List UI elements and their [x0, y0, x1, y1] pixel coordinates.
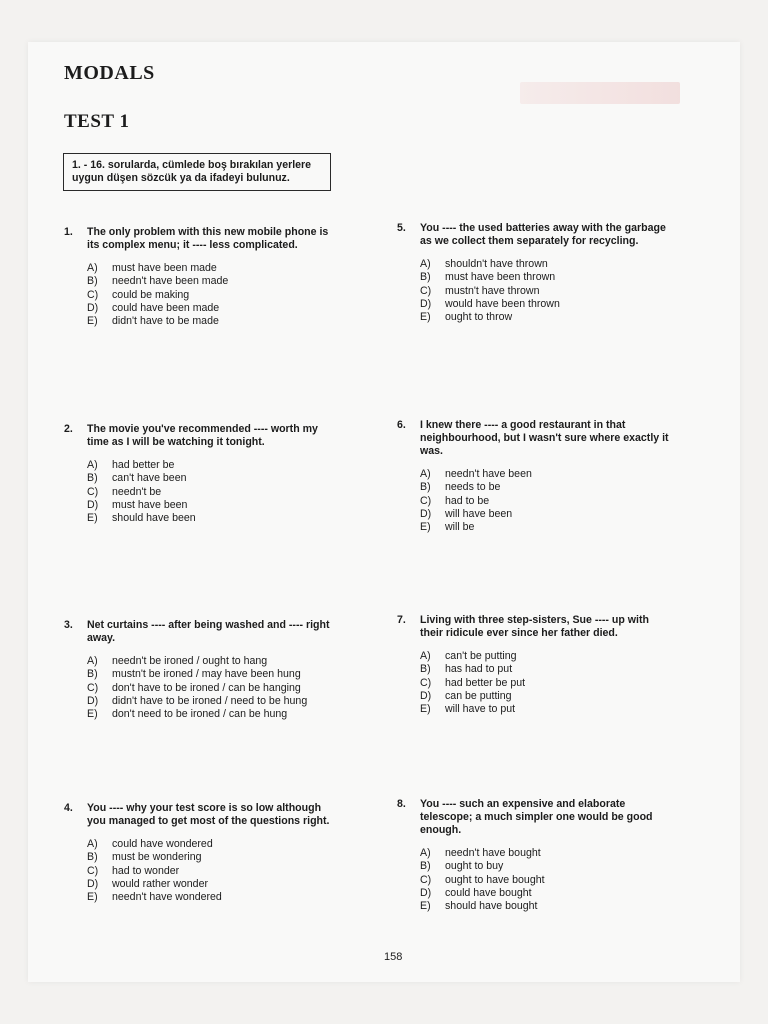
option-text: had to wonder [112, 864, 180, 877]
answer-option [64, 275, 336, 288]
option-text: mustn't have thrown [445, 284, 540, 297]
question-stem: You ---- why your test score is so low although you managed to get most of the questions right. [87, 802, 330, 827]
option-text: ought to buy [445, 860, 504, 873]
option-letter: E) [87, 512, 98, 525]
page-title: MODALS [64, 62, 155, 84]
option-text: will be [445, 521, 475, 534]
answer-option [397, 481, 669, 494]
bleed-through-shade [520, 82, 680, 104]
option-letter: B) [420, 663, 431, 676]
answer-option [64, 512, 336, 525]
question-8 [397, 798, 669, 913]
option-text: needn't have bought [445, 847, 541, 859]
question-1 [64, 226, 336, 328]
option-letter: C) [87, 485, 99, 498]
option-text: would have been thrown [445, 297, 560, 310]
question-stem: Net curtains ---- after being washed and ---- right away. [87, 619, 330, 644]
option-text: must have been thrown [445, 271, 556, 284]
question-stem: Living with three step-sisters, Sue ---- up with their ridicule ever since her father died. [420, 614, 649, 639]
option-text: needn't be ironed / ought to hang [112, 655, 268, 667]
option-text: didn't have to be ironed / need to be hung [112, 694, 308, 707]
question-stem: You ---- the used batteries away with the garbage as we collect them separately for recycling. [420, 222, 666, 247]
answer-option [397, 650, 669, 663]
question-6 [397, 419, 669, 534]
option-text: can't be putting [445, 650, 517, 662]
page-number: 158 [384, 951, 403, 963]
answer-option [64, 655, 336, 668]
answer-option [64, 682, 336, 695]
question-number: 7. [397, 614, 406, 626]
question-4 [64, 802, 336, 904]
option-text: ought to throw [445, 311, 513, 324]
answer-option [397, 521, 669, 534]
option-text: could have wondered [112, 838, 213, 850]
option-text: needn't have wondered [112, 891, 222, 904]
question-stem: The only problem with this new mobile phone is its complex menu; it ---- less complicated. [87, 226, 329, 251]
option-text: would rather wonder [112, 877, 208, 890]
answer-option [64, 289, 336, 302]
answer-option [397, 887, 669, 900]
option-list [397, 258, 669, 324]
answer-option [64, 486, 336, 499]
option-text: had better be [112, 459, 175, 471]
answer-option [397, 271, 669, 284]
answer-option [64, 838, 336, 851]
question-header [64, 802, 336, 828]
option-letter: C) [87, 864, 99, 877]
option-letter: A) [420, 847, 431, 859]
option-letter: A) [420, 258, 431, 270]
answer-option [64, 315, 336, 328]
option-letter: D) [87, 694, 99, 707]
option-letter: C) [420, 873, 432, 886]
answer-option [397, 677, 669, 690]
option-text: don't need to be ironed / can be hung [112, 708, 288, 721]
option-text: must have been [112, 498, 188, 511]
question-header [397, 614, 669, 640]
option-letter: E) [87, 708, 98, 721]
option-letter: A) [87, 262, 98, 274]
option-text: could have been made [112, 301, 220, 314]
answer-option [64, 865, 336, 878]
option-letter: D) [420, 507, 432, 520]
answer-option [397, 508, 669, 521]
option-text: will have been [445, 507, 513, 520]
option-letter: A) [420, 468, 431, 480]
question-stem: You ---- such an expensive and elaborate telescope; a much simpler one would be good enough. [420, 798, 653, 836]
option-letter: D) [87, 301, 99, 314]
question-2 [64, 423, 336, 525]
option-letter: A) [87, 459, 98, 471]
answer-option [397, 298, 669, 311]
question-header [397, 222, 669, 248]
question-number: 8. [397, 798, 406, 810]
option-letter: C) [87, 681, 99, 694]
option-letter: B) [420, 481, 431, 494]
answer-option [397, 703, 669, 716]
answer-option [64, 472, 336, 485]
answer-option [64, 302, 336, 315]
option-list [64, 262, 336, 328]
question-stem: I knew there ---- a good restaurant in that neighbourhood, but I wasn't sure where exactly it was. [420, 419, 669, 457]
option-text: should have been [112, 512, 196, 525]
option-text: needs to be [445, 481, 501, 494]
option-text: don't have to be ironed / can be hanging [112, 681, 301, 694]
question-header [397, 798, 669, 837]
option-text: will have to put [445, 703, 516, 716]
answer-option [64, 708, 336, 721]
answer-option [397, 847, 669, 860]
question-number: 6. [397, 419, 406, 431]
option-letter: B) [87, 851, 98, 864]
answer-option [64, 891, 336, 904]
answer-option [64, 695, 336, 708]
question-stem: The movie you've recommended ---- worth my time as I will be watching it tonight. [87, 423, 318, 448]
option-text: shouldn't have thrown [445, 258, 548, 270]
option-text: mustn't be ironed / may have been hung [112, 668, 301, 681]
answer-option [397, 258, 669, 271]
answer-option [397, 690, 669, 703]
question-number: 2. [64, 423, 73, 435]
option-letter: C) [87, 288, 99, 301]
option-text: had to be [445, 494, 490, 507]
option-text: should have bought [445, 900, 538, 913]
option-letter: A) [87, 655, 98, 667]
answer-option [64, 851, 336, 864]
answer-option [397, 860, 669, 873]
answer-option [397, 874, 669, 887]
answer-option [64, 499, 336, 512]
question-5 [397, 222, 669, 324]
option-letter: E) [420, 900, 431, 913]
option-letter: D) [87, 877, 99, 890]
question-3 [64, 619, 336, 721]
option-text: must have been made [112, 262, 217, 274]
option-text: could be making [112, 288, 190, 301]
option-text: didn't have to be made [112, 315, 219, 328]
question-number: 1. [64, 226, 73, 238]
option-list [397, 650, 669, 716]
question-header [64, 619, 336, 645]
option-text: can't have been [112, 472, 187, 485]
option-letter: B) [87, 472, 98, 485]
option-list [397, 847, 669, 913]
answer-option [397, 285, 669, 298]
answer-option [64, 878, 336, 891]
question-header [64, 226, 336, 252]
option-letter: E) [420, 703, 431, 716]
question-7 [397, 614, 669, 716]
answer-option [397, 468, 669, 481]
option-text: ought to have bought [445, 873, 545, 886]
option-letter: E) [87, 315, 98, 328]
option-text: has had to put [445, 663, 513, 676]
option-list [64, 459, 336, 525]
option-letter: E) [420, 311, 431, 324]
option-list [64, 838, 336, 904]
option-list [397, 468, 669, 534]
option-letter: D) [420, 886, 432, 899]
option-letter: C) [420, 284, 432, 297]
option-letter: B) [420, 271, 431, 284]
option-letter: B) [87, 275, 98, 288]
test-heading: TEST 1 [64, 111, 130, 132]
option-letter: E) [420, 521, 431, 534]
option-letter: C) [420, 676, 432, 689]
answer-option [64, 459, 336, 472]
option-letter: D) [420, 689, 432, 702]
question-header [64, 423, 336, 449]
answer-option [397, 311, 669, 324]
answer-option [397, 495, 669, 508]
option-text: needn't have been [445, 468, 532, 480]
instructions-box: 1. - 16. sorularda, cümlede boş bırakılan yerlere uygun düşen sözcük ya da ifadeyi bulunuz. [63, 153, 331, 191]
answer-option [64, 668, 336, 681]
option-letter: E) [87, 891, 98, 904]
question-number: 5. [397, 222, 406, 234]
question-number: 3. [64, 619, 73, 631]
question-header [397, 419, 669, 458]
option-letter: B) [87, 668, 98, 681]
option-text: must be wondering [112, 851, 202, 864]
option-list [64, 655, 336, 721]
option-text: needn't have been made [112, 275, 229, 288]
option-letter: C) [420, 494, 432, 507]
option-text: had better be put [445, 676, 526, 689]
option-text: needn't be [112, 485, 162, 498]
option-letter: D) [420, 297, 432, 310]
answer-option [397, 900, 669, 913]
answer-option [397, 663, 669, 676]
option-letter: A) [420, 650, 431, 662]
option-letter: B) [420, 860, 431, 873]
option-letter: A) [87, 838, 98, 850]
answer-option [64, 262, 336, 275]
option-text: can be putting [445, 689, 512, 702]
option-letter: D) [87, 498, 99, 511]
option-text: could have bought [445, 886, 532, 899]
question-number: 4. [64, 802, 73, 814]
